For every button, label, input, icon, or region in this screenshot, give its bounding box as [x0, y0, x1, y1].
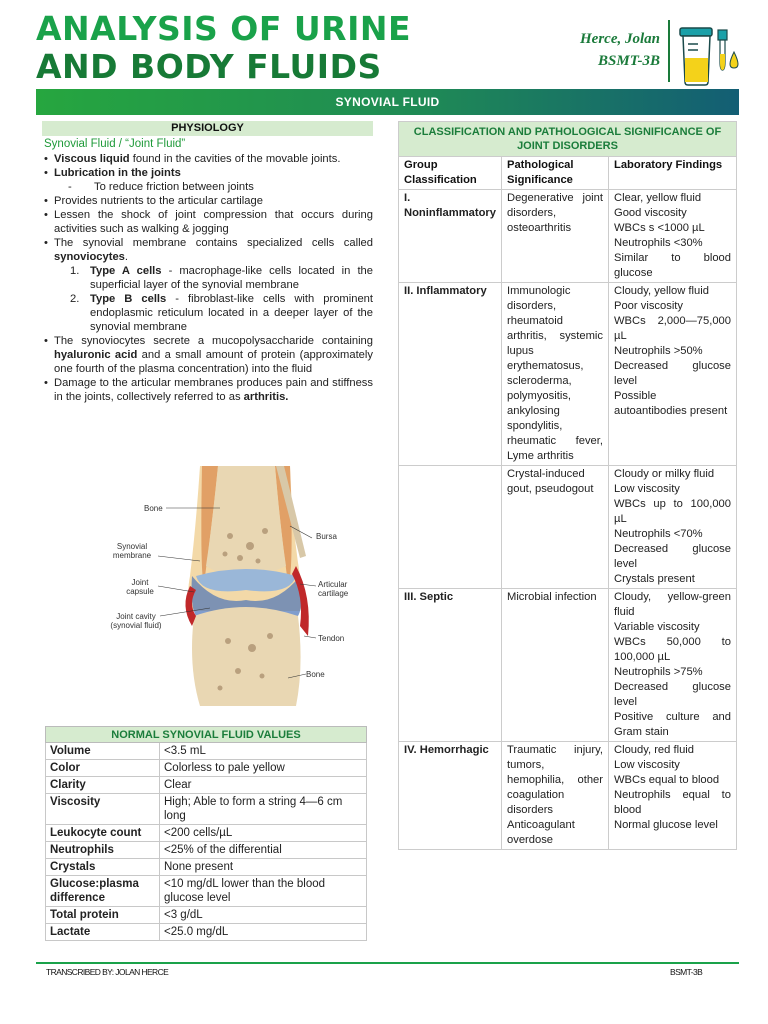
- finding-line: Cloudy, red fluid: [614, 744, 695, 756]
- dash-friction: - To reduce friction between joints: [42, 180, 373, 194]
- normal-values-key: Color: [46, 760, 160, 777]
- normal-values-key: Volume: [46, 743, 160, 760]
- normal-values-value: <200 cells/µL: [160, 825, 367, 842]
- title-line-1: ANALYSIS OF URINE: [36, 9, 412, 48]
- finding-line: Neutrophils equal to blood: [614, 789, 731, 816]
- normal-values-key: Leukocyte count: [46, 825, 160, 842]
- finding-line: Decreased glucose level: [614, 543, 731, 570]
- finding-line: Cloudy, yellow fluid: [614, 285, 709, 297]
- classification-row: [399, 589, 737, 742]
- label-articular-cartilage: Articular cartilage: [318, 580, 349, 598]
- bullet-hyaluronic: • The synoviocytes secrete a mucopolysaccharide containing hyaluronic acid and a small amount of protein (approximately one fourth of the plasma concentration) into the fluid: [42, 334, 373, 376]
- classification-findings: [609, 589, 737, 742]
- author-course: BSMT-3B: [598, 53, 660, 69]
- footer-rule: [36, 962, 739, 964]
- normal-values-heading: NORMAL SYNOVIAL FLUID VALUES: [46, 727, 367, 743]
- finding-line: WBCs s <1000 µL: [614, 222, 705, 234]
- finding-line: WBCs 2,000—75,000 µL: [614, 315, 731, 342]
- normal-values-value: High; Able to form a string 4—6 cm long: [160, 794, 367, 825]
- classification-significance: Crystal-induced gout, pseudogout: [502, 466, 609, 589]
- normal-values-value: Colorless to pale yellow: [160, 760, 367, 777]
- normal-values-row: [46, 859, 367, 876]
- bullet-synovial-membrane: • The synovial membrane contains specialized cells called synoviocytes.: [42, 236, 373, 264]
- col-group: Group Classification: [399, 157, 502, 190]
- classification-significance: Immunologic disorders, rheumatoid arthritis, systemic lupus erythematosus, scleroderma, polymyositis, ankylosing spondylitis, rheumatic fever, Lyme arthritis: [502, 283, 609, 466]
- bullet-lubrication: • Lubrication in the joints: [42, 166, 373, 180]
- normal-values-key: Lactate: [46, 924, 160, 941]
- finding-line: Similar to blood glucose: [614, 252, 731, 279]
- finding-line: WBCs up to 100,000 µL: [614, 498, 731, 525]
- classification-significance: Degenerative joint disorders, osteoarthritis: [502, 190, 609, 283]
- label-bone-lower: Bone: [306, 670, 325, 679]
- footer-left: TRANSCRIBED BY: JOLAN HERCE: [46, 967, 169, 977]
- normal-values-key: Neutrophils: [46, 842, 160, 859]
- classification-row: [399, 466, 737, 589]
- classification-heading: CLASSIFICATION AND PATHOLOGICAL SIGNIFICANCE OF JOINT DISORDERS: [399, 122, 737, 157]
- section-banner: SYNOVIAL FLUID: [36, 89, 739, 115]
- classification-significance: Traumatic injury, tumors, hemophilia, other coagulation disorders Anticoagulant overdose: [502, 742, 609, 850]
- joint-diagram: [100, 466, 365, 716]
- finding-line: Neutrophils >75%: [614, 666, 703, 678]
- classification-group: I. Noninflammatory: [399, 190, 502, 283]
- finding-line: Neutrophils <30%: [614, 237, 703, 249]
- label-tendon: Tendon: [318, 634, 345, 643]
- classification-table: [398, 121, 737, 850]
- bullet-shock: • Lessen the shock of joint compression that occurs during activities such as walking & jogging: [42, 208, 373, 236]
- author-name: Herce, Jolan: [580, 31, 660, 47]
- normal-values-value: <25.0 mg/dL: [160, 924, 367, 941]
- finding-line: Decreased glucose level: [614, 681, 731, 708]
- bullet-arthritis: • Damage to the articular membranes produces pain and stiffness in the joints, collectively referred to as arthritis.: [42, 376, 373, 404]
- label-synovial-membrane: Synovial membrane: [112, 542, 152, 560]
- finding-line: Crystals present: [614, 573, 695, 585]
- finding-line: Poor viscosity: [614, 300, 684, 312]
- finding-line: Neutrophils >50%: [614, 345, 703, 357]
- normal-values-row: [46, 924, 367, 941]
- classification-findings: [609, 283, 737, 466]
- classification-group: IV. Hemorrhagic: [399, 742, 502, 850]
- normal-values-value: <10 mg/dL lower than the blood glucose level: [160, 876, 367, 907]
- finding-line: Variable viscosity: [614, 621, 700, 633]
- normal-values-value: <3 g/dL: [160, 907, 367, 924]
- bullet-viscous: • Viscous liquid found in the cavities of the movable joints.: [42, 152, 373, 166]
- finding-line: WBCs equal to blood: [614, 774, 720, 786]
- normal-values-key: Total protein: [46, 907, 160, 924]
- label-bursa: Bursa: [316, 532, 337, 541]
- normal-values-row: [46, 743, 367, 760]
- finding-line: Possible autoantibodies present: [614, 390, 728, 417]
- finding-line: Low viscosity: [614, 759, 680, 771]
- author-block: [580, 28, 660, 72]
- normal-values-row: [46, 876, 367, 907]
- col-findings: Laboratory Findings: [609, 157, 737, 190]
- classification-group: II. Inflammatory: [399, 283, 502, 466]
- classification-findings: [609, 466, 737, 589]
- footer-right: BSMT-3B: [670, 967, 703, 977]
- normal-values-value: <3.5 mL: [160, 743, 367, 760]
- finding-line: Normal glucose level: [614, 819, 718, 831]
- normal-values-key: Viscosity: [46, 794, 160, 825]
- classification-row: [399, 742, 737, 850]
- document-title: [36, 10, 436, 86]
- physiology-subtitle: Synovial Fluid / “Joint Fluid”: [44, 138, 186, 150]
- urine-cup-flask-icon: [676, 22, 746, 88]
- physiology-heading: PHYSIOLOGY: [42, 121, 373, 136]
- normal-values-row: [46, 825, 367, 842]
- classification-findings: [609, 742, 737, 850]
- finding-line: WBCs 50,000 to 100,000 µL: [614, 636, 731, 663]
- col-pathological: Pathological Significance: [502, 157, 609, 190]
- classification-significance: Microbial infection: [502, 589, 609, 742]
- finding-line: Cloudy or milky fluid: [614, 468, 715, 480]
- normal-values-key: Clarity: [46, 777, 160, 794]
- classification-group: III. Septic: [399, 589, 502, 742]
- classification-group: [399, 466, 502, 589]
- classification-row: [399, 190, 737, 283]
- numbered-type-a: 1. Type A cells - macrophage-like cells located in the superficial layer of the synovial membrane: [70, 265, 373, 291]
- normal-values-row: [46, 842, 367, 859]
- classification-row: [399, 283, 737, 466]
- bullet-nutrients: • Provides nutrients to the articular cartilage: [42, 194, 373, 208]
- normal-values-row: [46, 907, 367, 924]
- classification-findings: [609, 190, 737, 283]
- classification-body: [399, 190, 737, 850]
- normal-values-value: <25% of the differential: [160, 842, 367, 859]
- finding-line: Cloudy, yellow-green fluid: [614, 591, 731, 618]
- finding-line: Neutrophils <70%: [614, 528, 703, 540]
- normal-values-row: [46, 794, 367, 825]
- finding-line: Positive culture and Gram stain: [614, 711, 731, 738]
- label-joint-capsule: Joint capsule: [126, 578, 154, 596]
- finding-line: Low viscosity: [614, 483, 680, 495]
- label-joint-cavity: Joint cavity (synovial fluid): [110, 612, 162, 630]
- normal-values-row: [46, 777, 367, 794]
- normal-values-row: [46, 760, 367, 777]
- finding-line: Clear, yellow fluid: [614, 192, 702, 204]
- normal-values-value: None present: [160, 859, 367, 876]
- normal-values-body: [46, 743, 367, 941]
- normal-values-key: Crystals: [46, 859, 160, 876]
- numbered-type-b: 2. Type B cells - fibroblast-like cells with prominent endoplasmic reticulum located in a deeper layer of the synovial membrane: [70, 293, 373, 333]
- normal-values-value: Clear: [160, 777, 367, 794]
- label-bone: Bone: [144, 504, 163, 513]
- normal-values-table: [45, 726, 367, 941]
- finding-line: Good viscosity: [614, 207, 687, 219]
- header-divider: [668, 20, 670, 82]
- title-line-2: AND BODY FLUIDS: [36, 47, 382, 86]
- finding-line: Decreased glucose level: [614, 360, 731, 387]
- physiology-section: [42, 121, 373, 404]
- normal-values-key: Glucose:plasma difference: [46, 876, 160, 907]
